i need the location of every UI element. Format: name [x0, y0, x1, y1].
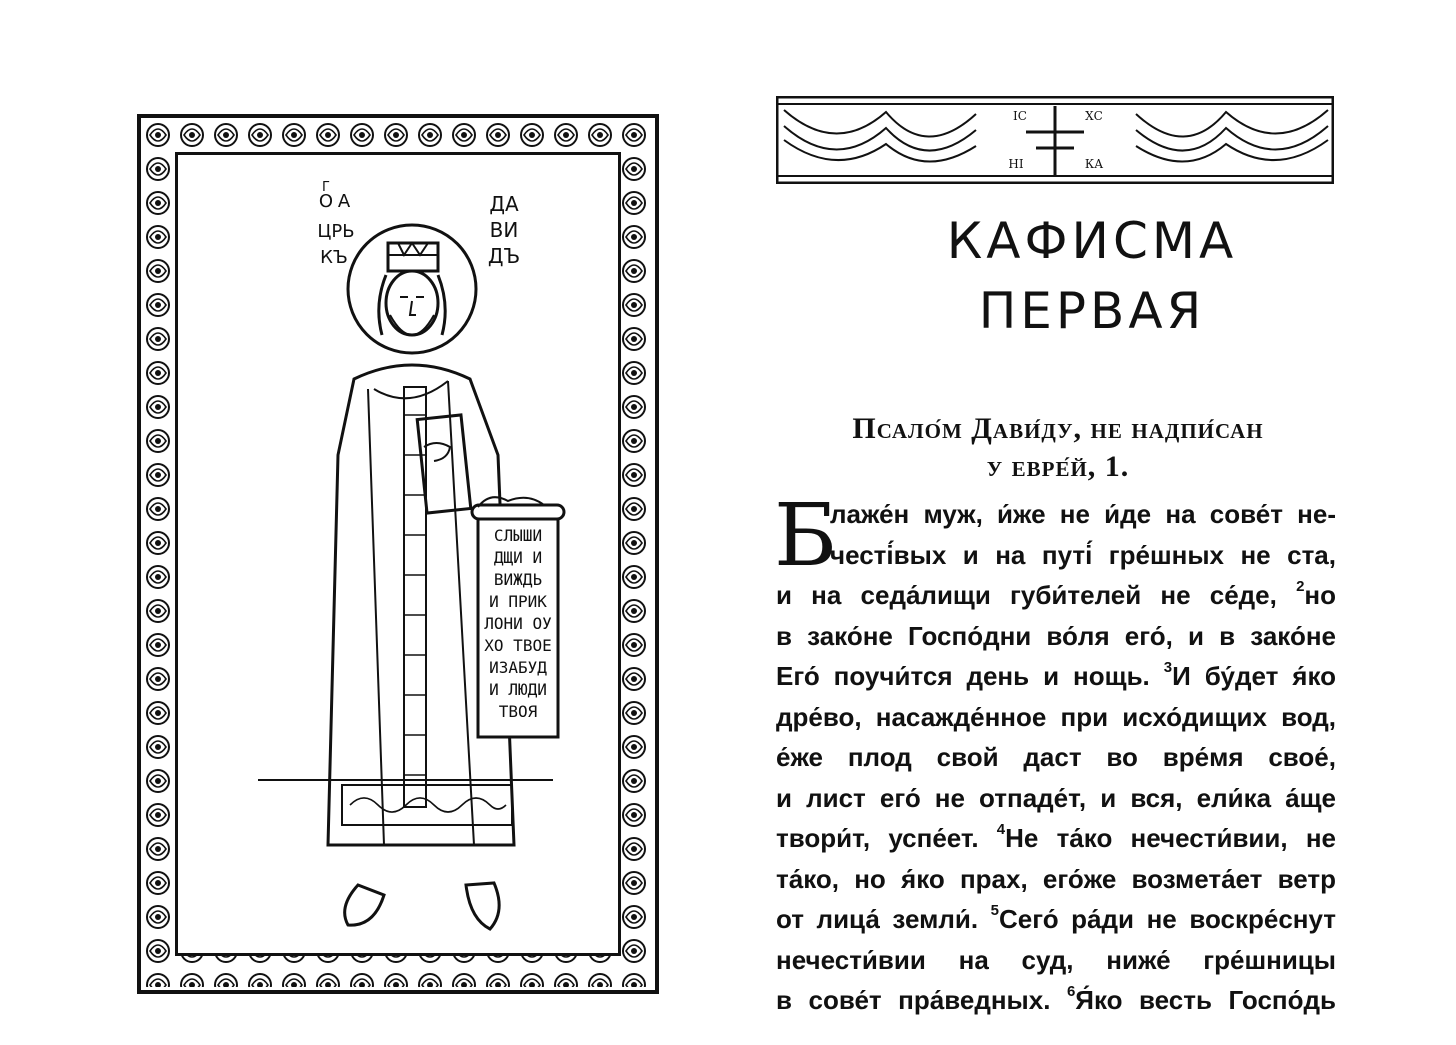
scroll-text	[484, 526, 552, 721]
verse-number: 2	[1296, 578, 1305, 595]
text-line: честі́вых и на путі́ гре́шных не ста,	[830, 539, 1336, 570]
text-line: и на седа́лищи губи́телей не се́де, $^2$но	[776, 578, 1336, 610]
inscription-glyph: КЪ	[320, 247, 348, 268]
verse-number: 5	[990, 902, 999, 919]
headpiece-ornament	[776, 96, 1334, 184]
icon-frame	[137, 114, 659, 994]
text-line: и лист его́ не отпаде́т, и вся, ели́ка а́ще	[776, 782, 1336, 813]
inscription-glyph: ЦРЬ	[317, 221, 355, 242]
text-line: в зако́не Госпо́дни во́ля его́, и в зако́не	[776, 620, 1336, 651]
inscription-glyph: Г	[322, 180, 330, 195]
right-page	[728, 0, 1456, 1045]
inscription-glyph: О	[318, 191, 334, 212]
scroll-line: ЛОНИ ОУ	[484, 614, 552, 633]
scroll-line: ДЩИ И	[493, 548, 543, 567]
psalm-heading-cont: у евре́й, 1.	[986, 450, 1130, 483]
text-line: в сове́т пра́ведных. $^6$Я́ко весть Госпо́дь	[776, 983, 1336, 1015]
inscription-glyph: ДА	[489, 192, 519, 216]
text-line: е́же плод свой даст во вре́мя свое́,	[776, 742, 1336, 772]
text-line: Его́ поучи́тся день и нощь. $^3$И бу́дет я́ко	[776, 659, 1337, 691]
psalm-text	[774, 486, 1337, 1021]
kathisma-title: КАФИСМА	[946, 212, 1238, 270]
drop-cap: Б	[774, 486, 838, 586]
scroll-line: ХО ТВОЕ	[484, 636, 552, 655]
headpiece-ka: КА	[1084, 157, 1104, 171]
text-line: та́ко, но я́ко прах, его́же возмета́ет ветр	[776, 863, 1336, 894]
headpiece-xc: ХС	[1085, 109, 1103, 123]
text-line: лаже́н муж, и́же не и́де на сове́т не-	[830, 499, 1336, 529]
text-line: от лица́ земли́. $^5$Сего́ ра́ди не воскре́снут	[776, 902, 1336, 934]
headpiece-ic: ІС	[1013, 109, 1027, 123]
scroll-line: СЛЫШИ	[493, 526, 543, 545]
psalm-heading: Псало́м Дави́ду, не надпи́сан	[852, 412, 1264, 445]
verse-number: 6	[1066, 983, 1076, 1000]
inscription-glyph: ВИ	[489, 218, 519, 242]
inscription-glyph: ДЪ	[487, 244, 521, 268]
text-line: дре́во, насажде́нное при исхо́дищих вод,	[776, 701, 1336, 732]
scroll-line: ТВОЯ	[498, 702, 538, 721]
inscription-glyph: А	[337, 191, 351, 212]
text-line: нечести́вии на суд, ниже́ гре́шницы	[776, 944, 1336, 975]
verse-number: 3	[1163, 659, 1173, 676]
headpiece-ni: НІ	[1008, 157, 1024, 171]
scroll-line: И ЛЮДИ	[489, 680, 547, 699]
scroll-line: И ПРИК	[489, 592, 547, 611]
text-line: твори́т, успе́ет. $^4$Не та́ко нечести́вии, не	[776, 821, 1336, 853]
scroll-line: ИЗАБУД	[489, 658, 547, 677]
kathisma-subtitle: ПЕРВАЯ	[978, 282, 1206, 340]
icon-inscription-left	[317, 180, 354, 268]
icon-king-david	[178, 155, 620, 953]
icon-inscription-right	[488, 192, 520, 268]
verse-number: 4	[996, 821, 1006, 838]
scroll-line: ВИЖДЬ	[493, 570, 543, 589]
